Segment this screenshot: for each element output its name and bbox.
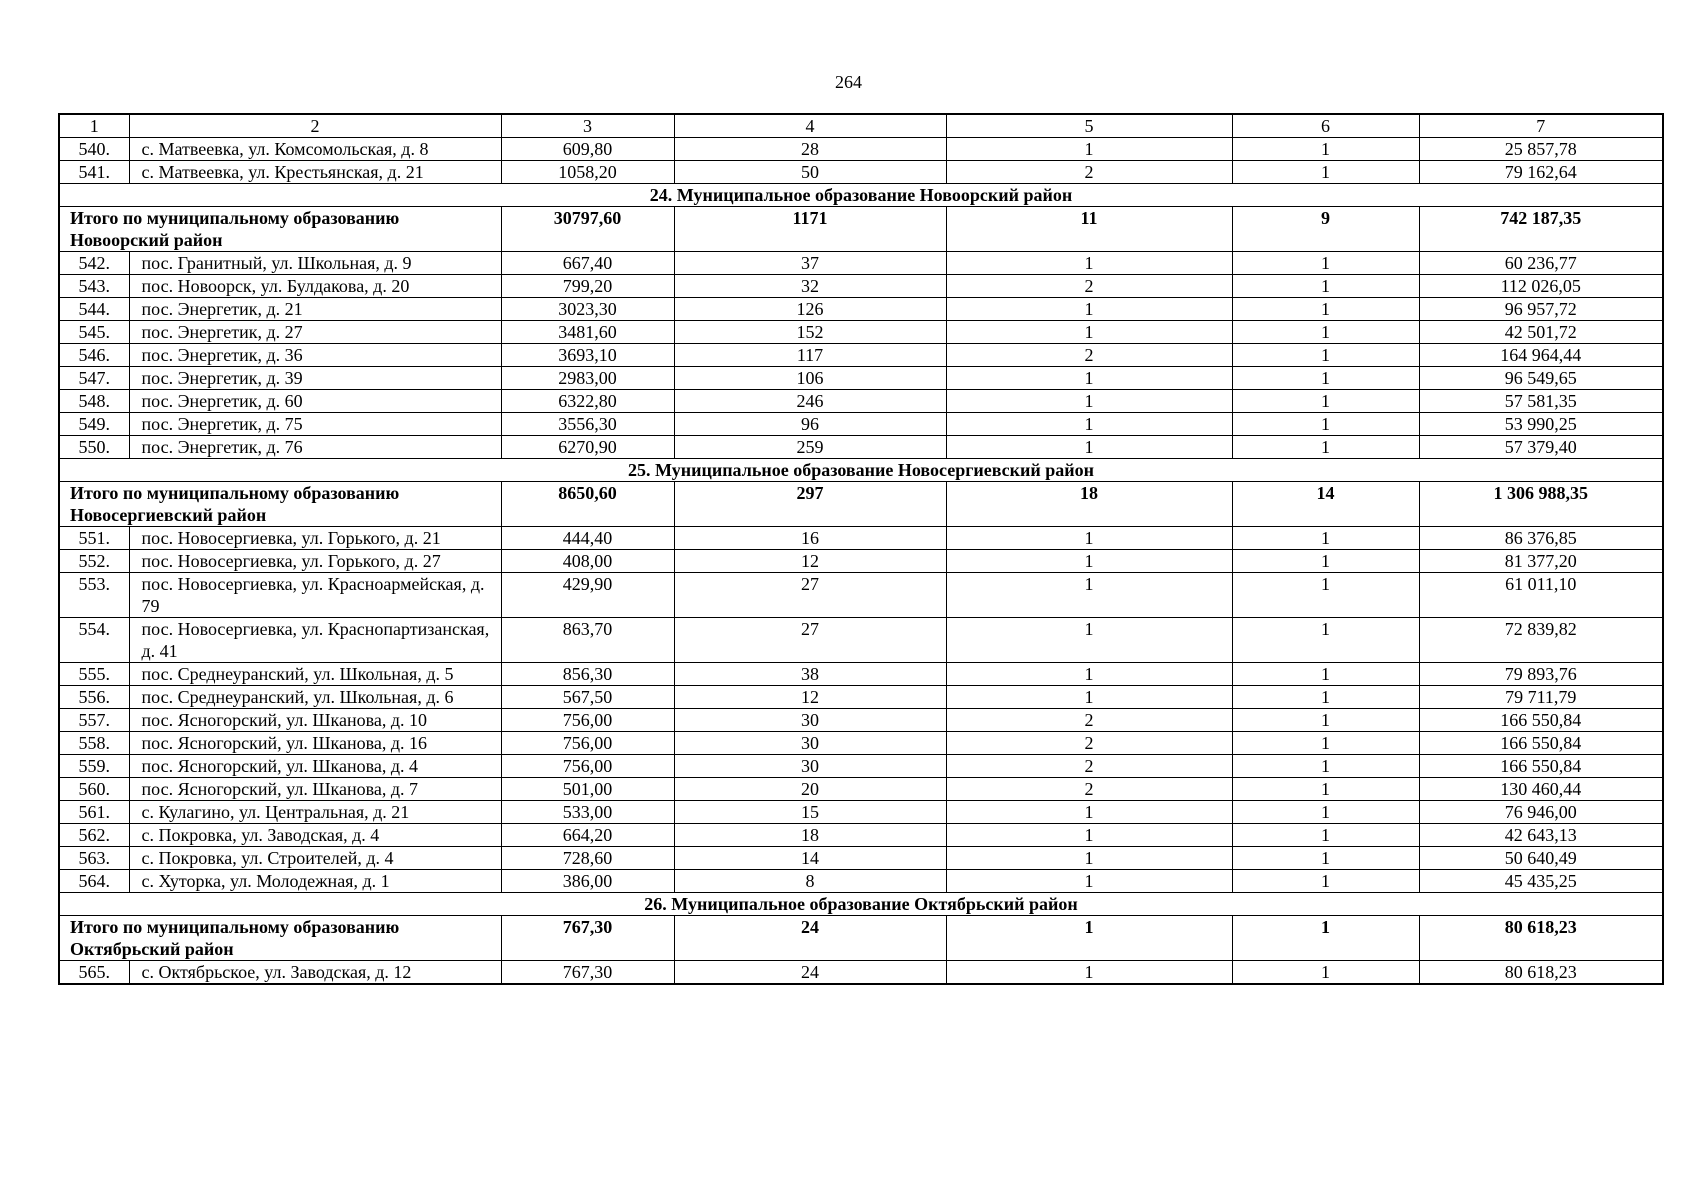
cell-index: 540. — [59, 138, 129, 161]
total-buildings: 11 — [946, 207, 1232, 252]
cell-amount: 57 581,35 — [1419, 390, 1663, 413]
cell-buildings: 2 — [946, 755, 1232, 778]
table-row — [59, 732, 1663, 755]
cell-buildings: 1 — [946, 138, 1232, 161]
cell-buildings: 1 — [946, 961, 1232, 985]
cell-address: пос. Энергетик, д. 39 — [129, 367, 501, 390]
cell-residents: 117 — [674, 344, 946, 367]
header-cell: 3 — [501, 114, 674, 138]
cell-residents: 20 — [674, 778, 946, 801]
cell-amount: 25 857,78 — [1419, 138, 1663, 161]
cell-amount: 50 640,49 — [1419, 847, 1663, 870]
cell-address: с. Покровка, ул. Строителей, д. 4 — [129, 847, 501, 870]
cell-residents: 30 — [674, 755, 946, 778]
table-row — [59, 573, 1663, 618]
total-label: Итого по муниципальному образованию Новоорский район — [59, 207, 501, 252]
cell-residents: 18 — [674, 824, 946, 847]
total-area: 8650,60 — [501, 482, 674, 527]
cell-amount: 80 618,23 — [1419, 961, 1663, 985]
cell-index: 565. — [59, 961, 129, 985]
cell-area: 756,00 — [501, 709, 674, 732]
cell-count: 1 — [1232, 618, 1419, 663]
cell-buildings: 1 — [946, 298, 1232, 321]
cell-buildings: 2 — [946, 161, 1232, 184]
total-residents: 297 — [674, 482, 946, 527]
table-row — [59, 778, 1663, 801]
cell-buildings: 2 — [946, 275, 1232, 298]
cell-residents: 28 — [674, 138, 946, 161]
cell-count: 1 — [1232, 161, 1419, 184]
cell-address: пос. Новоорск, ул. Булдакова, д. 20 — [129, 275, 501, 298]
table-row — [59, 344, 1663, 367]
table-row — [59, 138, 1663, 161]
cell-buildings: 2 — [946, 709, 1232, 732]
table-row — [59, 824, 1663, 847]
cell-area: 3693,10 — [501, 344, 674, 367]
table-row — [59, 390, 1663, 413]
cell-count: 1 — [1232, 755, 1419, 778]
cell-amount: 79 162,64 — [1419, 161, 1663, 184]
cell-index: 551. — [59, 527, 129, 550]
table-row — [59, 847, 1663, 870]
cell-residents: 50 — [674, 161, 946, 184]
cell-count: 1 — [1232, 686, 1419, 709]
cell-index: 553. — [59, 573, 129, 618]
cell-address: пос. Энергетик, д. 60 — [129, 390, 501, 413]
total-amount: 1 306 988,35 — [1419, 482, 1663, 527]
cell-residents: 126 — [674, 298, 946, 321]
cell-count: 1 — [1232, 778, 1419, 801]
cell-area: 3481,60 — [501, 321, 674, 344]
cell-area: 386,00 — [501, 870, 674, 893]
cell-buildings: 1 — [946, 390, 1232, 413]
register-table — [58, 113, 1664, 985]
cell-count: 1 — [1232, 252, 1419, 275]
cell-index: 564. — [59, 870, 129, 893]
cell-address: пос. Новосергиевка, ул. Горького, д. 21 — [129, 527, 501, 550]
total-area: 30797,60 — [501, 207, 674, 252]
cell-area: 728,60 — [501, 847, 674, 870]
cell-area: 856,30 — [501, 663, 674, 686]
cell-buildings: 2 — [946, 732, 1232, 755]
header-cell: 7 — [1419, 114, 1663, 138]
cell-count: 1 — [1232, 390, 1419, 413]
total-label: Итого по муниципальному образованию Октябрьский район — [59, 916, 501, 961]
cell-residents: 8 — [674, 870, 946, 893]
cell-index: 556. — [59, 686, 129, 709]
cell-count: 1 — [1232, 663, 1419, 686]
cell-buildings: 2 — [946, 344, 1232, 367]
table-row — [59, 663, 1663, 686]
cell-count: 1 — [1232, 321, 1419, 344]
cell-residents: 37 — [674, 252, 946, 275]
cell-area: 2983,00 — [501, 367, 674, 390]
cell-buildings: 1 — [946, 801, 1232, 824]
cell-address: пос. Новосергиевка, ул. Красноармейская, д. 79 — [129, 573, 501, 618]
cell-address: пос. Энергетик, д. 27 — [129, 321, 501, 344]
cell-residents: 152 — [674, 321, 946, 344]
cell-area: 533,00 — [501, 801, 674, 824]
cell-area: 6322,80 — [501, 390, 674, 413]
cell-address: пос. Новосергиевка, ул. Горького, д. 27 — [129, 550, 501, 573]
cell-residents: 32 — [674, 275, 946, 298]
cell-amount: 164 964,44 — [1419, 344, 1663, 367]
cell-address: пос. Энергетик, д. 36 — [129, 344, 501, 367]
table-row — [59, 367, 1663, 390]
cell-residents: 27 — [674, 618, 946, 663]
table-row — [59, 436, 1663, 459]
cell-index: 554. — [59, 618, 129, 663]
cell-amount: 53 990,25 — [1419, 413, 1663, 436]
cell-residents: 24 — [674, 961, 946, 985]
cell-buildings: 1 — [946, 824, 1232, 847]
total-amount: 80 618,23 — [1419, 916, 1663, 961]
cell-buildings: 1 — [946, 573, 1232, 618]
total-count: 1 — [1232, 916, 1419, 961]
cell-index: 550. — [59, 436, 129, 459]
cell-area: 567,50 — [501, 686, 674, 709]
cell-area: 3023,30 — [501, 298, 674, 321]
table-row — [59, 298, 1663, 321]
cell-address: пос. Гранитный, ул. Школьная, д. 9 — [129, 252, 501, 275]
cell-address: пос. Энергетик, д. 21 — [129, 298, 501, 321]
cell-address: с. Хуторка, ул. Молодежная, д. 1 — [129, 870, 501, 893]
cell-address: пос. Новосергиевка, ул. Краснопартизанская, д. 41 — [129, 618, 501, 663]
table-row — [59, 755, 1663, 778]
cell-address: пос. Среднеуранский, ул. Школьная, д. 5 — [129, 663, 501, 686]
header-cell: 2 — [129, 114, 501, 138]
cell-residents: 246 — [674, 390, 946, 413]
cell-index: 560. — [59, 778, 129, 801]
cell-area: 667,40 — [501, 252, 674, 275]
section-row — [59, 459, 1663, 482]
header-cell: 5 — [946, 114, 1232, 138]
total-residents: 24 — [674, 916, 946, 961]
cell-area: 863,70 — [501, 618, 674, 663]
cell-index: 557. — [59, 709, 129, 732]
table-row — [59, 686, 1663, 709]
cell-address: пос. Среднеуранский, ул. Школьная, д. 6 — [129, 686, 501, 709]
cell-area: 609,80 — [501, 138, 674, 161]
cell-address: с. Матвеевка, ул. Комсомольская, д. 8 — [129, 138, 501, 161]
cell-buildings: 1 — [946, 686, 1232, 709]
cell-residents: 15 — [674, 801, 946, 824]
cell-address: пос. Энергетик, д. 76 — [129, 436, 501, 459]
cell-index: 549. — [59, 413, 129, 436]
cell-buildings: 1 — [946, 436, 1232, 459]
table-row — [59, 870, 1663, 893]
table-row — [59, 961, 1663, 985]
cell-amount: 112 026,05 — [1419, 275, 1663, 298]
table-row — [59, 252, 1663, 275]
cell-amount: 166 550,84 — [1419, 709, 1663, 732]
cell-area: 429,90 — [501, 573, 674, 618]
cell-address: пос. Ясногорский, ул. Шканова, д. 4 — [129, 755, 501, 778]
cell-amount: 96 957,72 — [1419, 298, 1663, 321]
cell-residents: 12 — [674, 686, 946, 709]
total-row — [59, 482, 1663, 527]
cell-amount: 42 643,13 — [1419, 824, 1663, 847]
cell-address: с. Октябрьское, ул. Заводская, д. 12 — [129, 961, 501, 985]
cell-amount: 79 893,76 — [1419, 663, 1663, 686]
cell-buildings: 1 — [946, 367, 1232, 390]
section-row — [59, 893, 1663, 916]
cell-amount: 42 501,72 — [1419, 321, 1663, 344]
cell-count: 1 — [1232, 801, 1419, 824]
cell-index: 555. — [59, 663, 129, 686]
total-buildings: 1 — [946, 916, 1232, 961]
section-row — [59, 184, 1663, 207]
cell-area: 767,30 — [501, 961, 674, 985]
cell-amount: 96 549,65 — [1419, 367, 1663, 390]
cell-count: 1 — [1232, 847, 1419, 870]
cell-count: 1 — [1232, 344, 1419, 367]
table-row — [59, 161, 1663, 184]
total-count: 9 — [1232, 207, 1419, 252]
cell-amount: 166 550,84 — [1419, 732, 1663, 755]
cell-buildings: 1 — [946, 413, 1232, 436]
cell-area: 756,00 — [501, 732, 674, 755]
cell-address: с. Матвеевка, ул. Крестьянская, д. 21 — [129, 161, 501, 184]
cell-buildings: 2 — [946, 778, 1232, 801]
cell-amount: 86 376,85 — [1419, 527, 1663, 550]
cell-index: 546. — [59, 344, 129, 367]
cell-count: 1 — [1232, 298, 1419, 321]
cell-area: 408,00 — [501, 550, 674, 573]
cell-buildings: 1 — [946, 847, 1232, 870]
table-row — [59, 709, 1663, 732]
cell-count: 1 — [1232, 436, 1419, 459]
cell-buildings: 1 — [946, 663, 1232, 686]
cell-residents: 259 — [674, 436, 946, 459]
cell-count: 1 — [1232, 824, 1419, 847]
total-row — [59, 916, 1663, 961]
total-residents: 1171 — [674, 207, 946, 252]
page-number: 264 — [835, 72, 862, 92]
cell-area: 501,00 — [501, 778, 674, 801]
section-title: 25. Муниципальное образование Новосергиевский район — [59, 459, 1663, 482]
cell-address: пос. Ясногорский, ул. Шканова, д. 7 — [129, 778, 501, 801]
cell-count: 1 — [1232, 527, 1419, 550]
header-cell: 4 — [674, 114, 946, 138]
cell-buildings: 1 — [946, 870, 1232, 893]
table-row — [59, 321, 1663, 344]
cell-address: пос. Энергетик, д. 75 — [129, 413, 501, 436]
cell-residents: 27 — [674, 573, 946, 618]
cell-index: 547. — [59, 367, 129, 390]
cell-area: 799,20 — [501, 275, 674, 298]
header-cell: 6 — [1232, 114, 1419, 138]
cell-amount: 61 011,10 — [1419, 573, 1663, 618]
table-row — [59, 618, 1663, 663]
cell-residents: 30 — [674, 732, 946, 755]
cell-area: 444,40 — [501, 527, 674, 550]
cell-address: пос. Ясногорский, ул. Шканова, д. 10 — [129, 709, 501, 732]
cell-buildings: 1 — [946, 618, 1232, 663]
total-row — [59, 207, 1663, 252]
cell-count: 1 — [1232, 138, 1419, 161]
cell-residents: 38 — [674, 663, 946, 686]
cell-area: 6270,90 — [501, 436, 674, 459]
cell-amount: 72 839,82 — [1419, 618, 1663, 663]
table-row — [59, 801, 1663, 824]
cell-amount: 166 550,84 — [1419, 755, 1663, 778]
total-area: 767,30 — [501, 916, 674, 961]
table-row — [59, 275, 1663, 298]
cell-amount: 45 435,25 — [1419, 870, 1663, 893]
cell-area: 1058,20 — [501, 161, 674, 184]
cell-count: 1 — [1232, 413, 1419, 436]
cell-count: 1 — [1232, 367, 1419, 390]
cell-address: пос. Ясногорский, ул. Шканова, д. 16 — [129, 732, 501, 755]
cell-address: с. Покровка, ул. Заводская, д. 4 — [129, 824, 501, 847]
header-row — [59, 114, 1663, 138]
section-title: 26. Муниципальное образование Октябрьский район — [59, 893, 1663, 916]
total-buildings: 18 — [946, 482, 1232, 527]
table-row — [59, 413, 1663, 436]
cell-index: 545. — [59, 321, 129, 344]
cell-count: 1 — [1232, 870, 1419, 893]
cell-index: 552. — [59, 550, 129, 573]
cell-buildings: 1 — [946, 550, 1232, 573]
cell-area: 756,00 — [501, 755, 674, 778]
section-title: 24. Муниципальное образование Новоорский район — [59, 184, 1663, 207]
cell-index: 558. — [59, 732, 129, 755]
cell-amount: 60 236,77 — [1419, 252, 1663, 275]
cell-amount: 79 711,79 — [1419, 686, 1663, 709]
cell-residents: 14 — [674, 847, 946, 870]
total-amount: 742 187,35 — [1419, 207, 1663, 252]
cell-amount: 81 377,20 — [1419, 550, 1663, 573]
cell-area: 3556,30 — [501, 413, 674, 436]
cell-buildings: 1 — [946, 252, 1232, 275]
cell-residents: 12 — [674, 550, 946, 573]
cell-residents: 16 — [674, 527, 946, 550]
table-row — [59, 527, 1663, 550]
cell-count: 1 — [1232, 550, 1419, 573]
cell-count: 1 — [1232, 709, 1419, 732]
cell-index: 541. — [59, 161, 129, 184]
cell-buildings: 1 — [946, 527, 1232, 550]
cell-index: 542. — [59, 252, 129, 275]
cell-amount: 76 946,00 — [1419, 801, 1663, 824]
cell-buildings: 1 — [946, 321, 1232, 344]
cell-address: с. Кулагино, ул. Центральная, д. 21 — [129, 801, 501, 824]
cell-count: 1 — [1232, 732, 1419, 755]
total-label: Итого по муниципальному образованию Новосергиевский район — [59, 482, 501, 527]
total-count: 14 — [1232, 482, 1419, 527]
cell-index: 562. — [59, 824, 129, 847]
cell-amount: 57 379,40 — [1419, 436, 1663, 459]
cell-residents: 96 — [674, 413, 946, 436]
table-row — [59, 550, 1663, 573]
cell-count: 1 — [1232, 961, 1419, 985]
cell-index: 561. — [59, 801, 129, 824]
cell-residents: 30 — [674, 709, 946, 732]
cell-index: 544. — [59, 298, 129, 321]
cell-count: 1 — [1232, 573, 1419, 618]
cell-index: 543. — [59, 275, 129, 298]
cell-residents: 106 — [674, 367, 946, 390]
cell-count: 1 — [1232, 275, 1419, 298]
cell-area: 664,20 — [501, 824, 674, 847]
cell-amount: 130 460,44 — [1419, 778, 1663, 801]
cell-index: 559. — [59, 755, 129, 778]
header-cell: 1 — [59, 114, 129, 138]
cell-index: 548. — [59, 390, 129, 413]
cell-index: 563. — [59, 847, 129, 870]
